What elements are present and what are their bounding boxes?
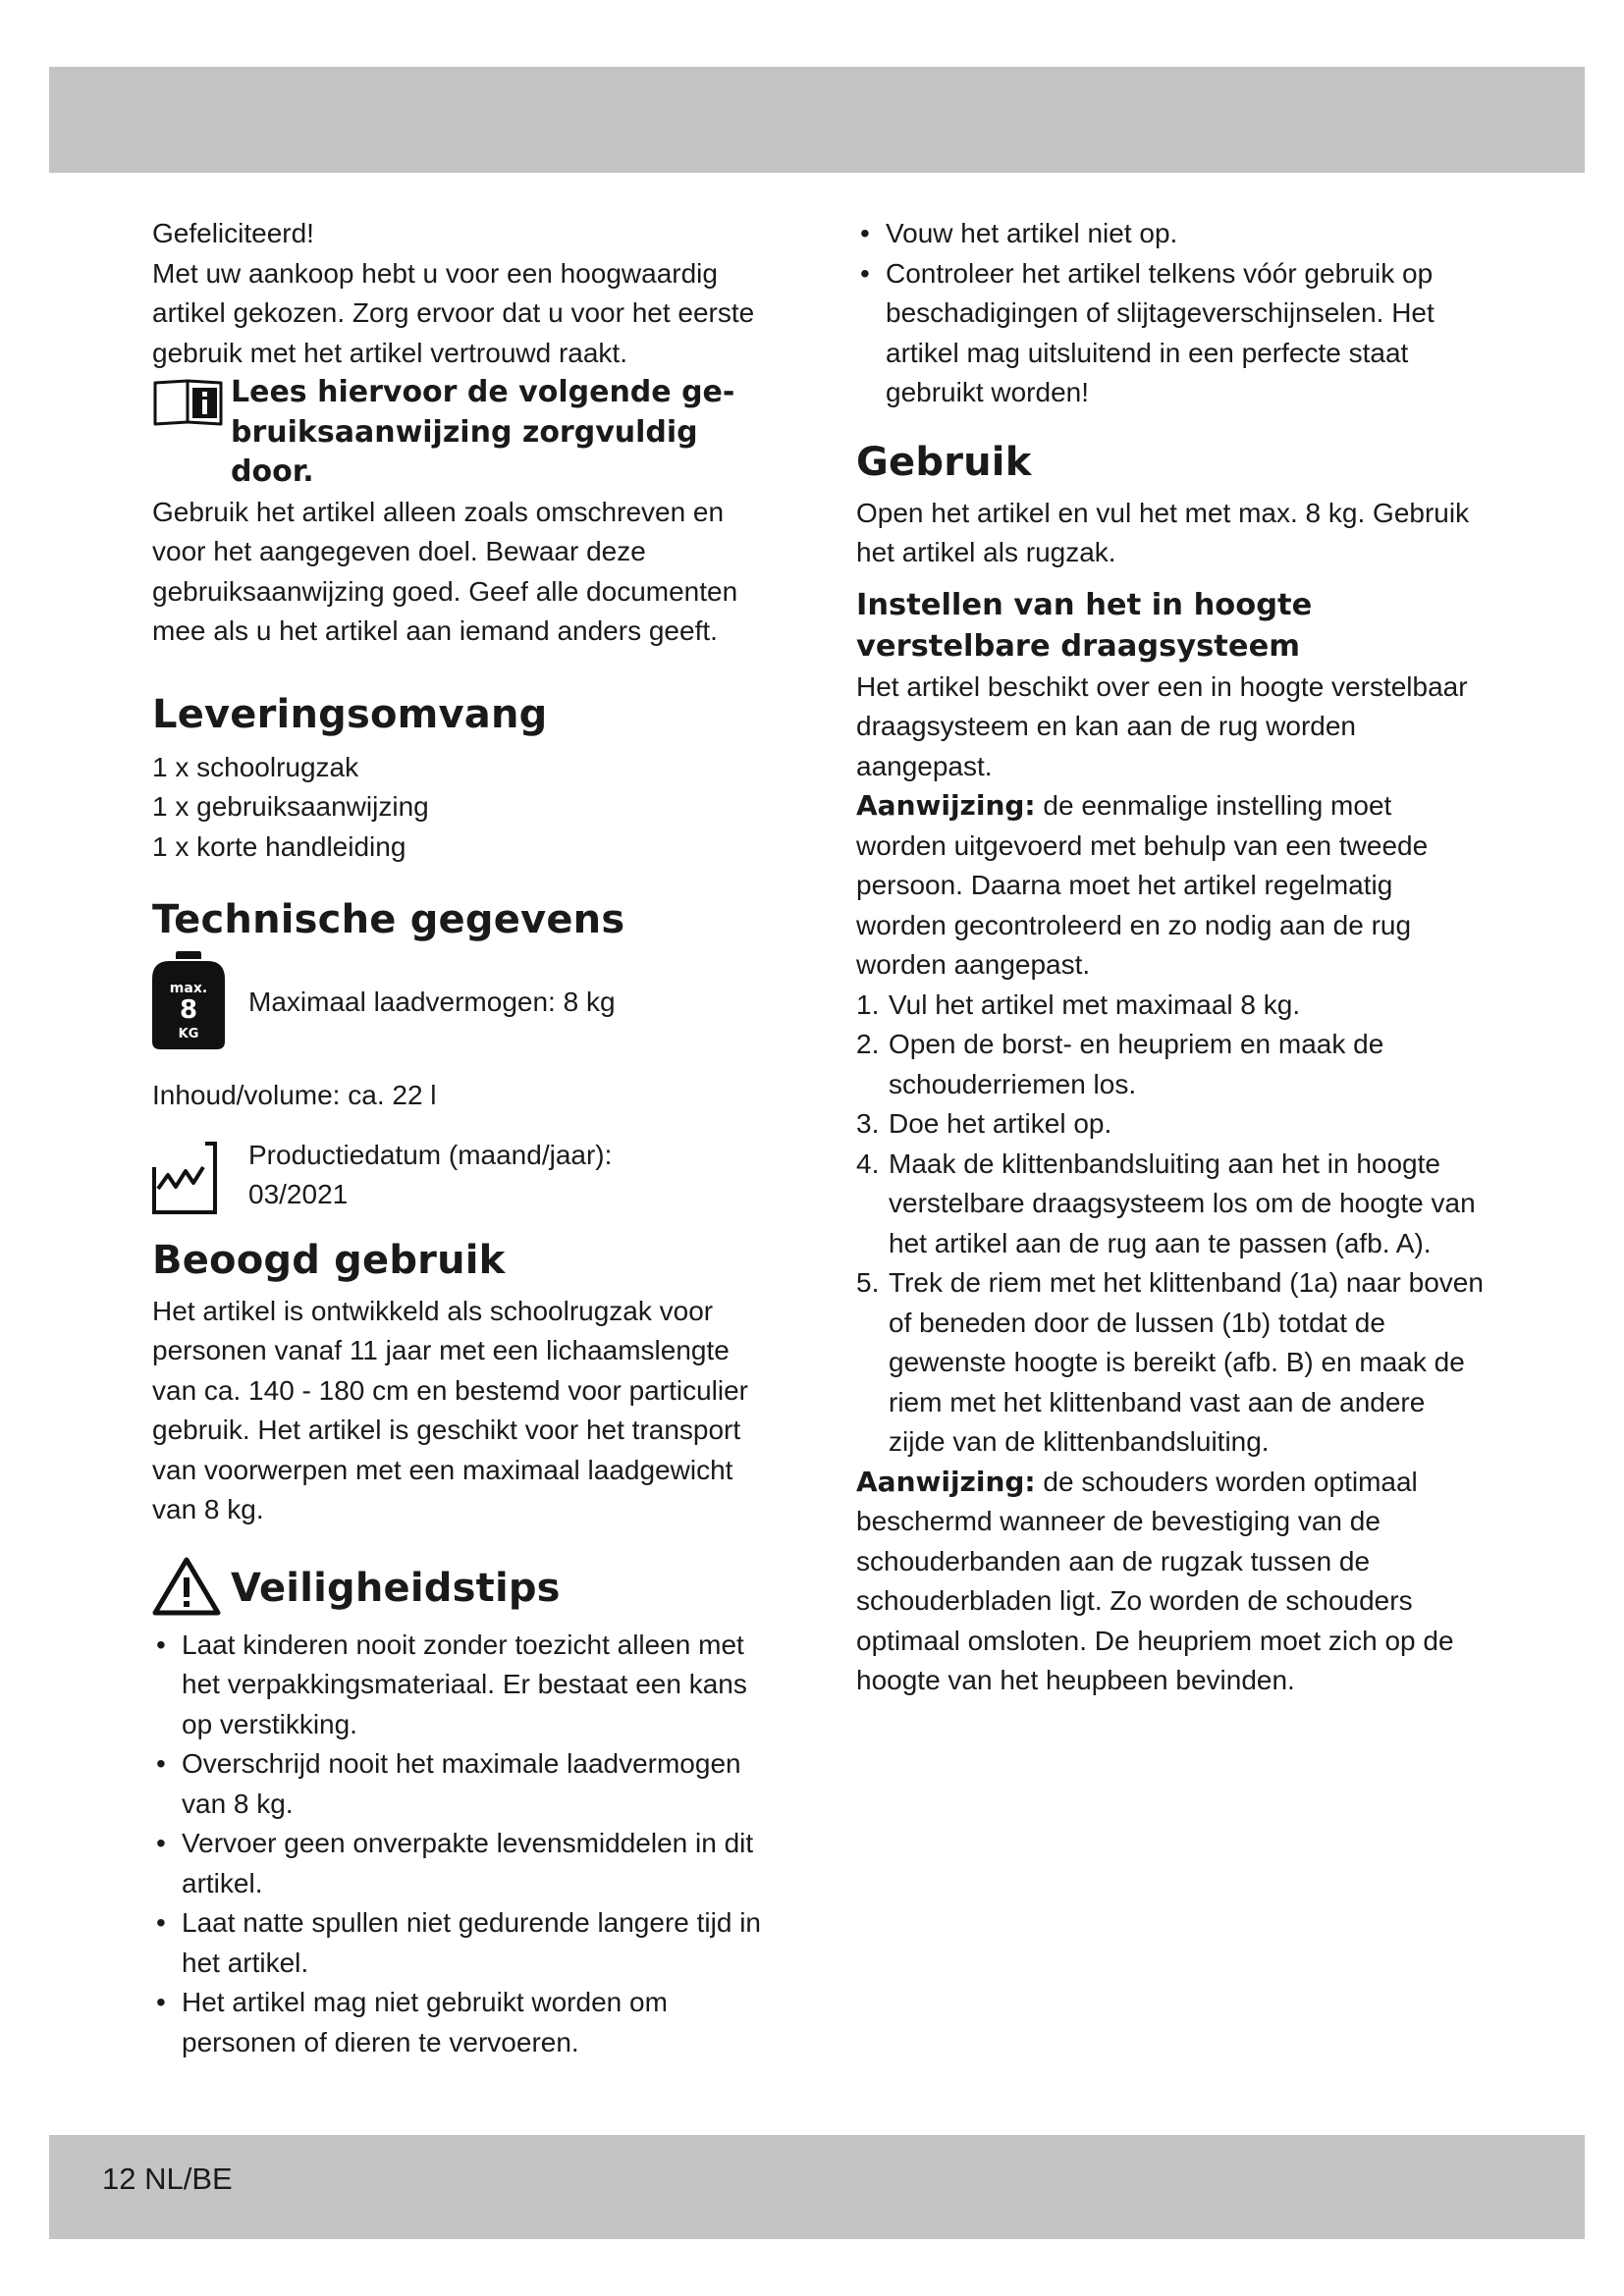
production-date-row (152, 1136, 781, 1219)
step-item (856, 1104, 1485, 1145)
step-text: Vul het artikel met maximaal 8 kg. (889, 988, 1301, 1020)
read-manual-icon (152, 377, 225, 433)
list-item: • Het artikel mag niet gebruikt worden om personen of dieren te vervoeren. (152, 1983, 781, 2062)
list-item: • Overschrijd nooit het maximale laadvermogen van 8 kg. (152, 1744, 781, 1824)
step-item (856, 1145, 1485, 1264)
usage-instruction: Gebruik het artikel alleen zoals omschreven en voor het aangegeven doel. Bewaar deze gebruiksaanwijzing goed. Geef alle documenten mee als u het artikel aan iemand anders geeft. (152, 496, 738, 646)
list-item: • Laat natte spullen niet gedurende langere tijd in het artikel. (152, 1903, 781, 1983)
step-text: Doe het artikel op. (889, 1108, 1112, 1139)
usage-heading: Gebruik (856, 439, 1032, 485)
intended-use-text: Het artikel is ontwikkeld als schoolrugzak voor personen vanaf 11 jaar met een lichaamslengte van ca. 140 - 180 cm en bestemd voor particulier gebruik. Het artikel is geschikt voor het transport van voorwerpen met een maximaal laadgewicht van 8 kg. (152, 1295, 748, 1524)
safety-heading: Veiligheidstips (231, 1566, 561, 1611)
page-number: 12 NL/BE (102, 2162, 233, 2196)
note-2-text: de schouders worden optimaal beschermd wanneer de bevestiging van de schouderbanden aan de rugzak tussen de schouderbladen ligt. Zo worden de schouders optimaal omsloten. De heupriem moet zich op de hoogte van het heupbeen bevinden. (856, 1466, 1454, 1695)
production-date-icon (152, 1142, 231, 1219)
safety-list-continued (856, 214, 1485, 413)
usage-text: Open het artikel en vul het met max. 8 kg. Gebruik het artikel als rugzak. (856, 497, 1470, 567)
weight-icon-top: max. (169, 981, 208, 996)
safety-list (152, 1626, 781, 2063)
production-date-value: 03/2021 (248, 1179, 349, 1209)
step-item (856, 1025, 1485, 1104)
list-item: • Vouw het artikel niet op. (856, 214, 1485, 254)
greeting: Gefeliciteerd! (152, 218, 314, 248)
warning-icon (152, 1556, 221, 1622)
list-item: • Controleer het artikel telkens vóór gebruik op beschadigingen of slijtageverschijnselen. Het artikel mag uitsluitend in een perfecte staat gebruikt worden! (856, 254, 1485, 413)
step-number: 1. (856, 988, 880, 1020)
safety-heading-row (152, 1556, 781, 1622)
intro-text: Met uw aankoop hebt u voor een hoogwaardig artikel gekozen. Zorg ervoor dat u voor het eerste gebruik met het artikel vertrouwd raakt. (152, 257, 755, 368)
weight-icon-value: 8 (179, 995, 198, 1025)
scope-item: 1 x schoolrugzak (152, 751, 359, 782)
step-number: 3. (856, 1108, 880, 1139)
footer-bar (49, 2135, 1585, 2239)
volume-text: Inhoud/volume: ca. 22 l (152, 1080, 437, 1110)
weight-icon (152, 951, 231, 1054)
note-2-label: Aanwijzing: (856, 1465, 1036, 1498)
notice-line-2: bruiksaanwijzing zorgvuldig door. (231, 414, 698, 489)
intended-use-heading: Beoogd gebruik (152, 1237, 506, 1283)
step-text: Open de borst- en heupriem en maak de schouderriemen los. (889, 1029, 1384, 1099)
header-bar (49, 67, 1585, 173)
read-manual-notice (152, 373, 781, 493)
max-load-text: Maximaal laadvermogen: 8 kg (248, 987, 616, 1018)
scope-item: 1 x gebruiksaanwijzing (152, 791, 429, 822)
step-item (856, 1263, 1485, 1463)
list-item: • Laat kinderen nooit zonder toezicht alleen met het verpakkingsmateriaal. Er bestaat een kans op verstikking. (152, 1626, 781, 1745)
step-text: Maak de klittenbandsluiting aan het in hoogte verstelbare draagsysteem los om de hoogte van het artikel aan de rug aan te passen (afb. A). (889, 1148, 1476, 1258)
max-load-row (152, 951, 781, 1054)
step-number: 5. (856, 1267, 880, 1298)
list-item: • Vervoer geen onverpakte levensmiddelen in dit artikel. (152, 1824, 781, 1903)
production-date-label: Productiedatum (maand/jaar): (248, 1139, 613, 1170)
notice-line-1: Lees hiervoor de volgende ge- (231, 375, 735, 409)
right-column (856, 214, 1485, 1701)
technical-heading: Technische gegevens (152, 897, 625, 942)
note-1-label: Aanwijzing: (856, 789, 1036, 822)
scope-heading: Leveringsomvang (152, 691, 548, 737)
step-number: 4. (856, 1148, 880, 1179)
adjust-text: Het artikel beschikt over een in hoogte verstelbaar draagsysteem en kan aan de rug worden aangepast. (856, 670, 1468, 781)
step-text: Trek de riem met het klittenband (1a) naar boven of beneden door de lussen (1b) totdat de gewenste hoogte is bereikt (afb. B) en maak de riem met het klittenband vast aan de andere zijde van de klittenbandsluiting. (889, 1267, 1484, 1457)
steps-list (856, 986, 1485, 1463)
adjust-subheading: Instellen van het in hoogte verstelbare draagsysteem (856, 587, 1313, 664)
note-2 (856, 1463, 1485, 1701)
step-item (856, 986, 1485, 1026)
note-1-text: de eenmalige instelling moet worden uitgevoerd met behulp van een tweede persoon. Daarna moet het artikel regelmatig worden gecontroleerd en zo nodig aan de rug worden aangepast. (856, 790, 1429, 980)
weight-icon-unit: KG (178, 1027, 199, 1041)
note-1 (856, 786, 1485, 986)
step-number: 2. (856, 1029, 880, 1059)
left-column (152, 214, 781, 2062)
scope-item: 1 x korte handleiding (152, 830, 406, 862)
